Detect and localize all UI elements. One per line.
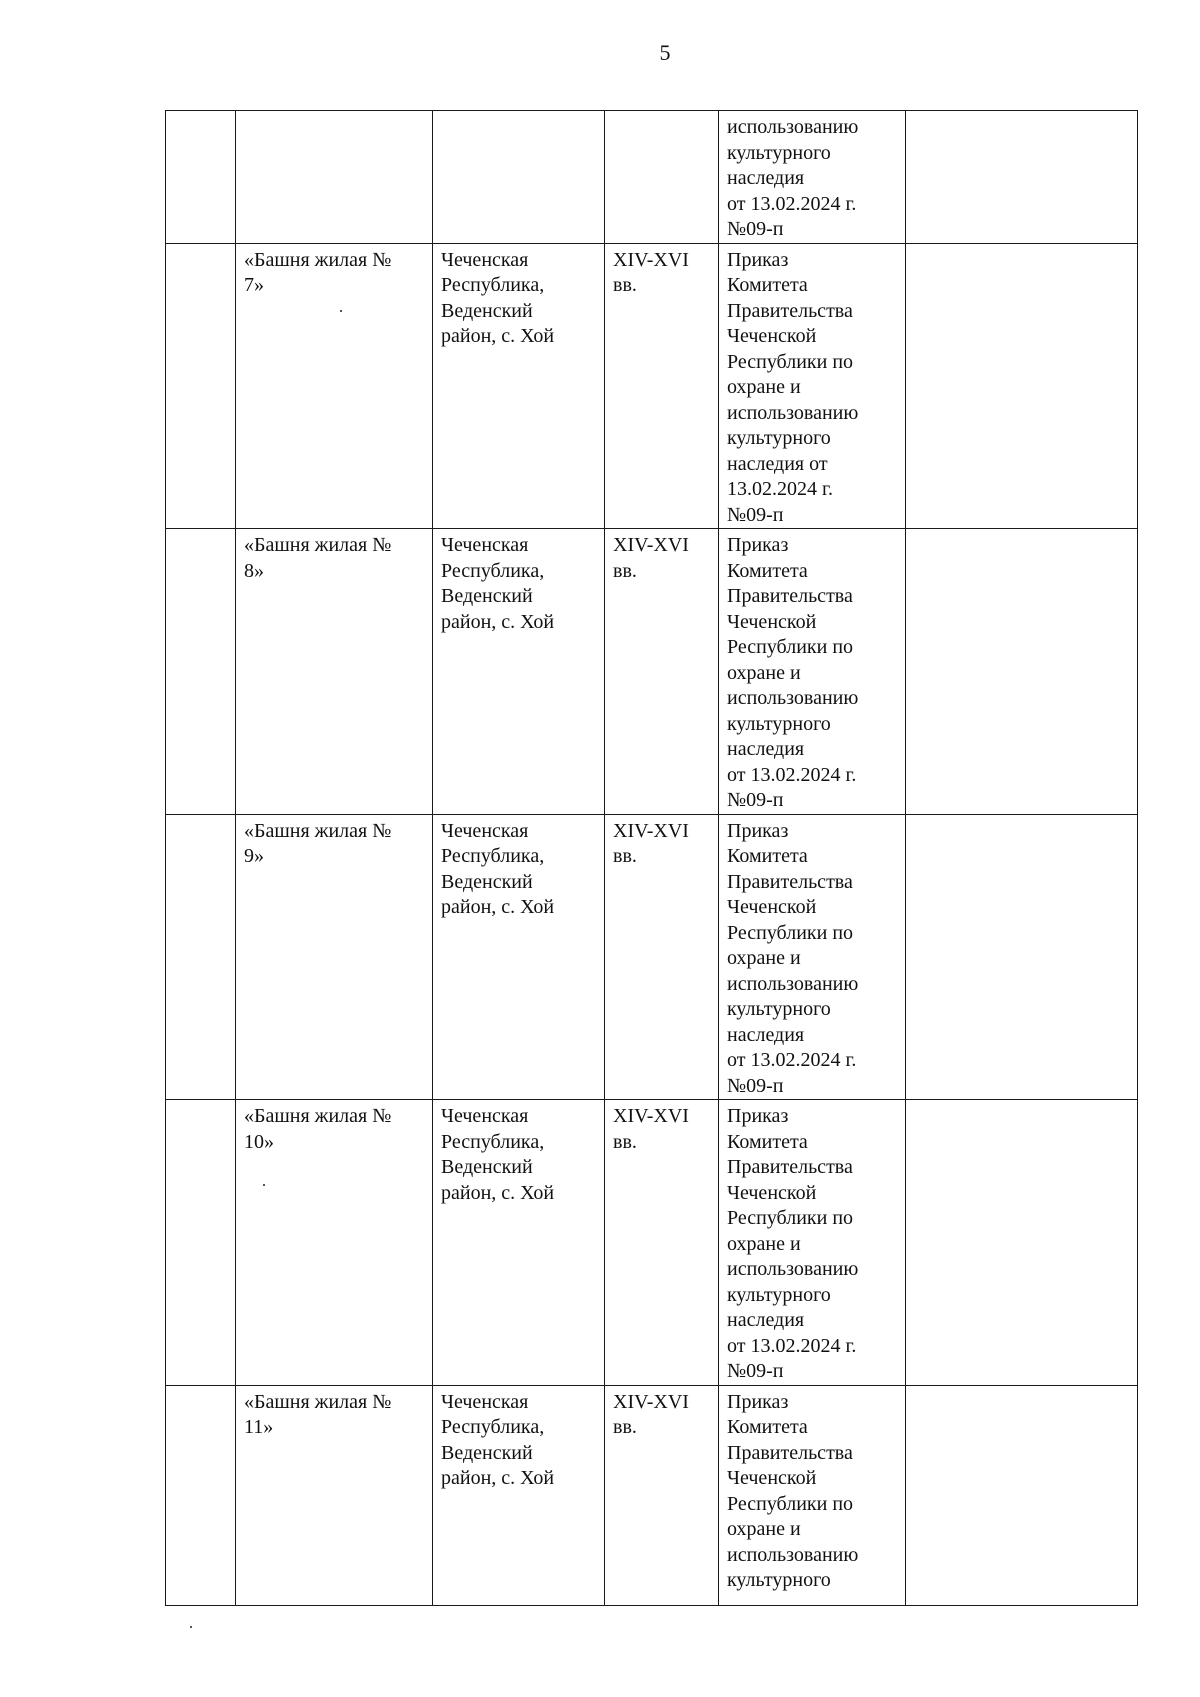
table-row — [166, 814, 1138, 1100]
cell-extra — [906, 1100, 1138, 1386]
cell-extra — [906, 814, 1138, 1100]
cell-number — [166, 1100, 236, 1386]
cell-number — [166, 111, 236, 244]
cell-extra — [906, 529, 1138, 815]
cell-document: Приказ Комитета Правительства Чеченской Республики по охране и использованию культурного — [719, 1385, 906, 1605]
cell-address — [433, 111, 605, 244]
table-row — [166, 111, 1138, 244]
cell-object-name: «Башня жилая № 7» — [236, 243, 433, 529]
cell-object-name: «Башня жилая № 8» — [236, 529, 433, 815]
cell-dating: XIV-XVI вв. — [605, 1385, 719, 1605]
cell-number — [166, 814, 236, 1100]
cell-object-name: «Башня жилая № 10» — [236, 1100, 433, 1386]
cell-dating: XIV-XVI вв. — [605, 1100, 719, 1386]
table-row — [166, 1385, 1138, 1605]
table-row — [166, 1100, 1138, 1386]
cell-dating: XIV-XVI вв. — [605, 529, 719, 815]
cell-extra — [906, 1385, 1138, 1605]
scan-speck — [190, 1626, 192, 1628]
heritage-registry-table — [165, 110, 1138, 1606]
cell-document: Приказ Комитета Правительства Чеченской Республики по охране и использованию культурного наследия от 13.02.2024 г. №09-п — [719, 1100, 906, 1386]
cell-document: Приказ Комитета Правительства Чеченской Республики по охране и использованию культурного наследия от 13.02.2024 г. №09-п — [719, 243, 906, 529]
table-row — [166, 529, 1138, 815]
cell-number — [166, 529, 236, 815]
cell-document: Приказ Комитета Правительства Чеченской Республики по охране и использованию культурного наследия от 13.02.2024 г. №09-п — [719, 814, 906, 1100]
table-row — [166, 243, 1138, 529]
cell-address: Чеченская Республика, Веденский район, с. Хой — [433, 529, 605, 815]
cell-dating — [605, 111, 719, 244]
cell-extra — [906, 111, 1138, 244]
cell-dating: XIV-XVI вв. — [605, 243, 719, 529]
cell-document: использованию культурного наследия от 13.02.2024 г. №09-п — [719, 111, 906, 244]
cell-document: Приказ Комитета Правительства Чеченской Республики по охране и использованию культурного наследия от 13.02.2024 г. №09-п — [719, 529, 906, 815]
cell-object-name: «Башня жилая № 11» — [236, 1385, 433, 1605]
cell-address: Чеченская Республика, Веденский район, с. Хой — [433, 1100, 605, 1386]
cell-extra — [906, 243, 1138, 529]
cell-number — [166, 243, 236, 529]
cell-object-name: «Башня жилая № 9» — [236, 814, 433, 1100]
cell-object-name — [236, 111, 433, 244]
scan-speck — [263, 1184, 265, 1186]
registry-table-wrapper — [165, 110, 1137, 1591]
scan-speck — [340, 310, 342, 312]
cell-number — [166, 1385, 236, 1605]
cell-address: Чеченская Республика, Веденский район, с. Хой — [433, 814, 605, 1100]
cell-dating: XIV-XVI вв. — [605, 814, 719, 1100]
cell-address: Чеченская Республика, Веденский район, с. Хой — [433, 243, 605, 529]
page-number: 5 — [659, 40, 671, 65]
cell-address: Чеченская Республика, Веденский район, с. Хой — [433, 1385, 605, 1605]
